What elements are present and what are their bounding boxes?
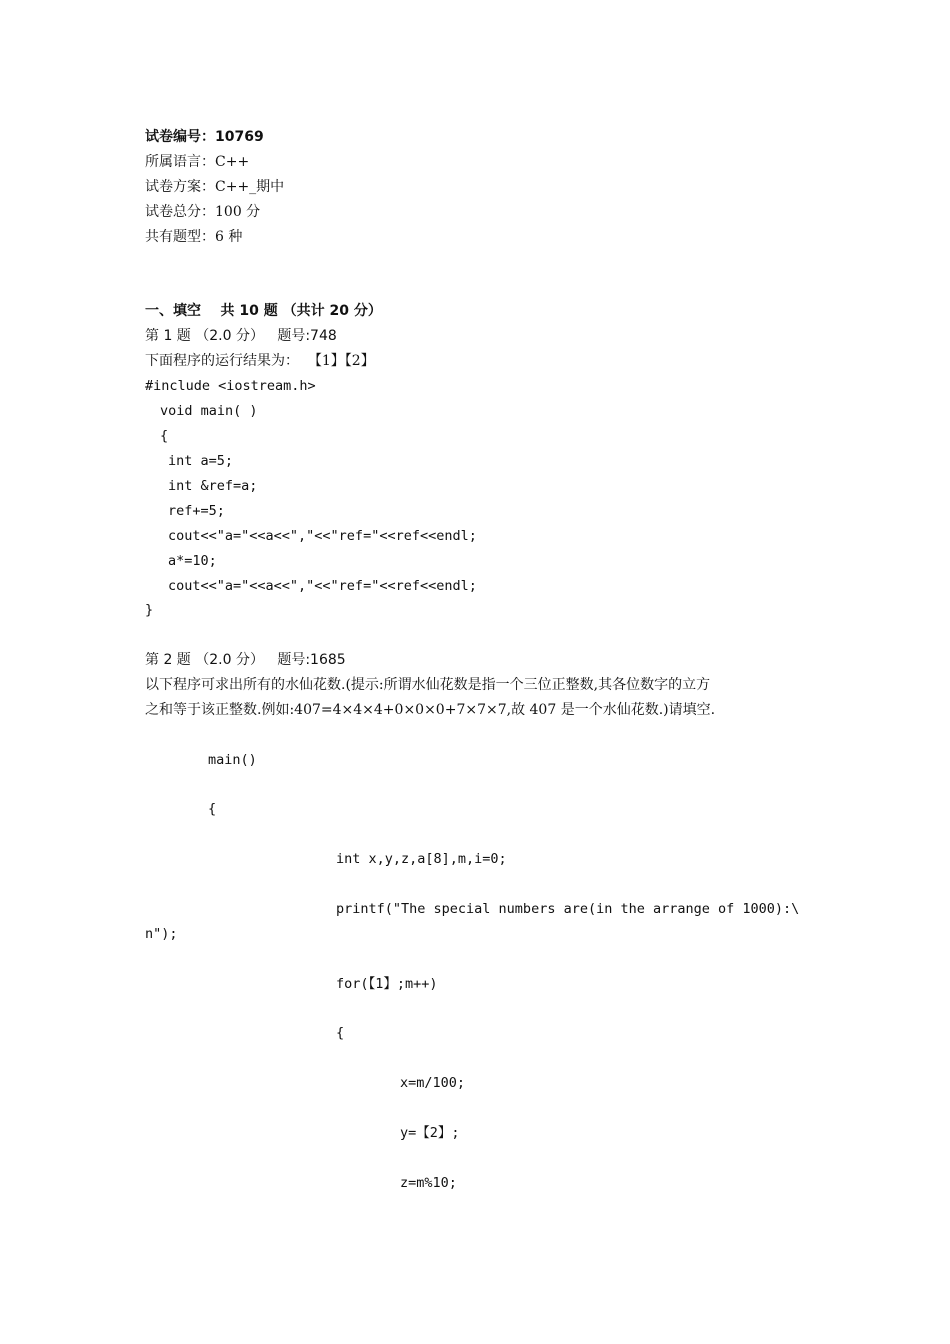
code-line: } (145, 602, 154, 618)
code-line: cout<<"a="<<a<<","<<"ref="<<ref<<endl; (168, 528, 477, 544)
code-line: x=m/100; (400, 1075, 466, 1091)
code-line: y=【2】; (400, 1125, 460, 1141)
code-line: for(【1】;m++) (336, 976, 438, 992)
paper-id: 试卷编号：10769 (145, 129, 264, 145)
paper-language: 所属语言：C++ (145, 154, 250, 170)
code-line: { (160, 428, 169, 444)
section-title: 一、填空 共 10 题 （共计 20 分） (145, 303, 382, 319)
code-line: printf("The special numbers are(in the arrange of 1000):\ (336, 901, 800, 917)
paper-scheme: 试卷方案：C++_期中 (145, 179, 285, 195)
code-line: { (208, 801, 217, 817)
code-line: cout<<"a="<<a<<","<<"ref="<<ref<<endl; (168, 578, 477, 594)
code-line: int x,y,z,a[8],m,i=0; (336, 851, 507, 867)
code-line: z=m%10; (400, 1175, 457, 1191)
code-line: int &ref=a; (168, 478, 258, 494)
code-line: n"); (145, 926, 178, 942)
paper-question-types: 共有题型：6 种 (145, 229, 243, 245)
question-2-heading: 第 2 题 （2.0 分） 题号:1685 (145, 652, 346, 668)
question-1-heading: 第 1 题 （2.0 分） 题号:748 (145, 328, 337, 344)
code-line: a*=10; (168, 553, 217, 569)
question-2-prompt-line-1: 以下程序可求出所有的水仙花数.(提示:所谓水仙花数是指一个三位正整数,其各位数字的立方 (145, 677, 711, 693)
code-line: int a=5; (168, 453, 234, 469)
question-2-prompt-line-2: 之和等于该正整数.例如:407=4×4×4+0×0×0+7×7×7,故 407 是一个水仙花数.)请填空. (145, 702, 716, 718)
code-line: void main( ) (160, 403, 258, 419)
code-line: ref+=5; (168, 503, 225, 519)
code-line: main() (208, 752, 257, 768)
code-line: { (336, 1025, 345, 1041)
paper-total-score: 试卷总分：100 分 (145, 204, 261, 220)
code-line: #include <iostream.h> (145, 378, 316, 394)
question-1-prompt: 下面程序的运行结果为： 【1】【2】 (145, 353, 375, 369)
